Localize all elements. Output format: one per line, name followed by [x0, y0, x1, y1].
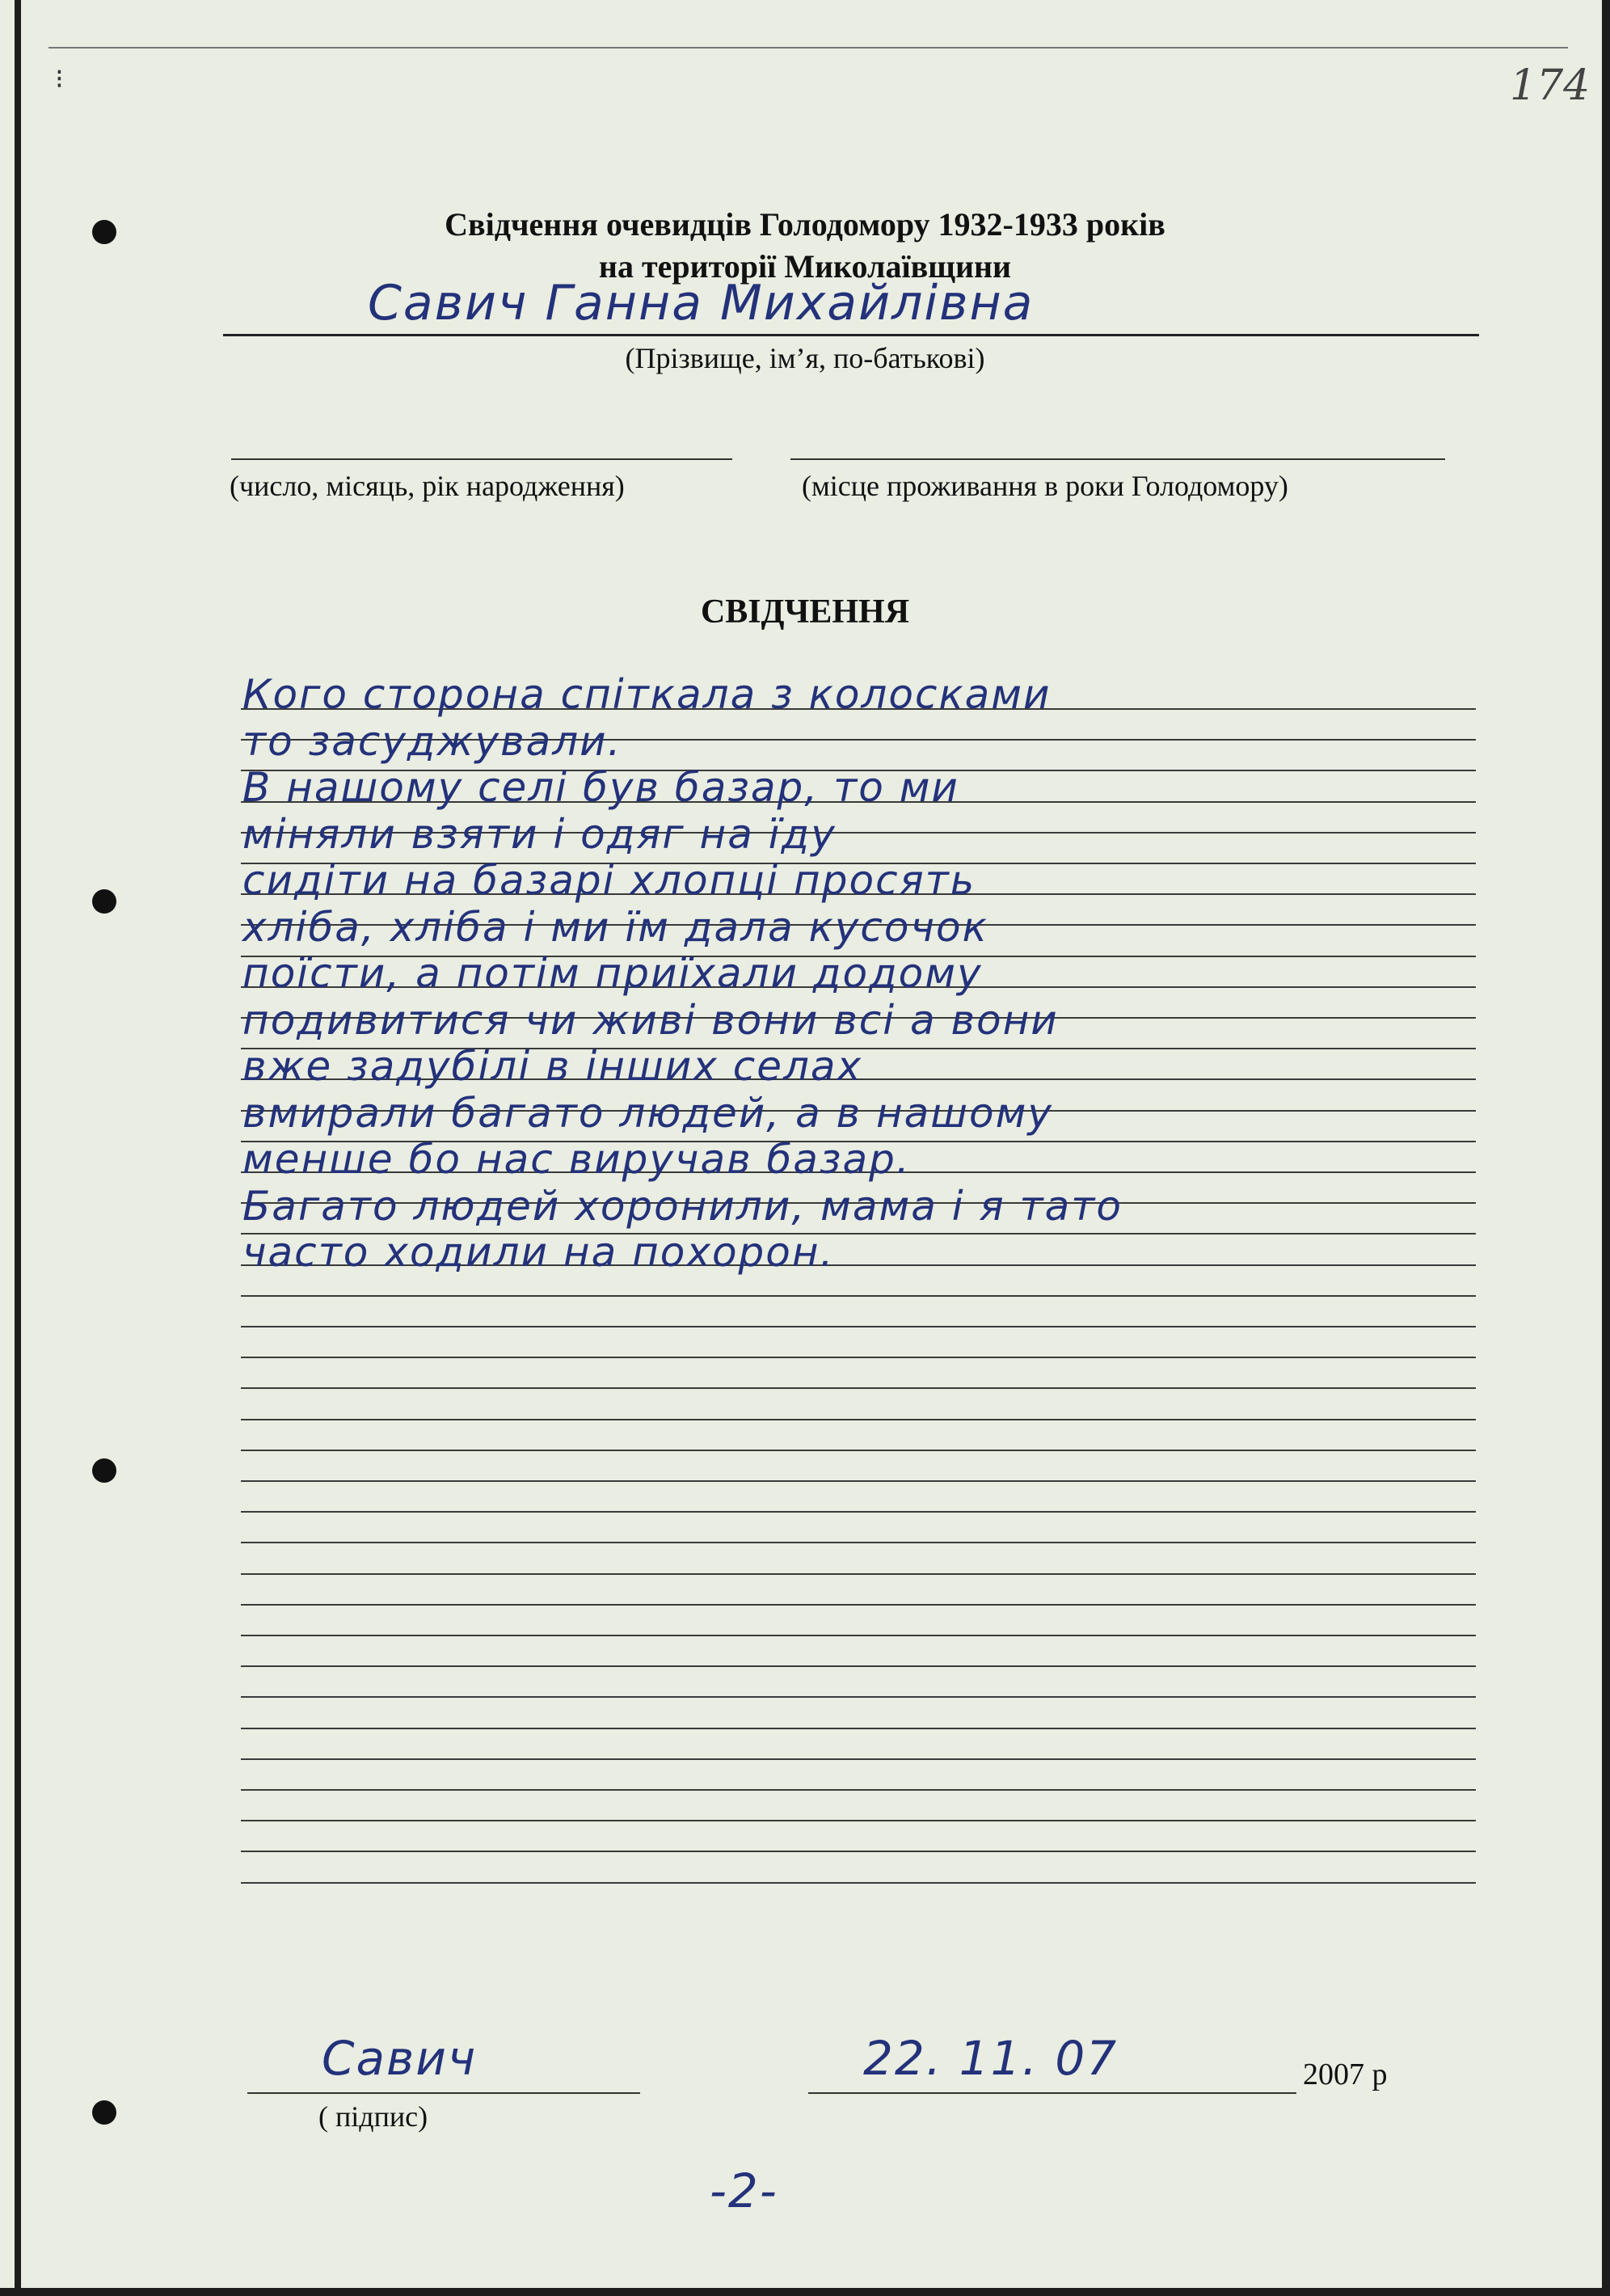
handwritten-date: 22. 11. 07 [863, 2031, 1119, 2086]
testimony-line: то засуджували. [242, 718, 622, 765]
bottom-page-mark: -2- [710, 2163, 778, 2218]
ruled-line [241, 1665, 1476, 1667]
name-field-label: (Прізвище, ім’я, по-батькові) [625, 342, 985, 374]
ruled-line [241, 1851, 1476, 1852]
ruled-line [241, 1882, 1476, 1884]
document-subtitle: на території Миколаївщини [598, 248, 1012, 285]
ruled-line [241, 1295, 1476, 1297]
ruled-line [241, 1387, 1476, 1389]
testimony-line: міняли взяти і одяг на їду [242, 811, 837, 858]
testimony-line: Кого сторона спіткала з колосками [242, 671, 1052, 718]
handwritten-signature: Савич [322, 2031, 478, 2086]
ruled-line [241, 1511, 1476, 1513]
year-label: 2007 р [1303, 2058, 1388, 2091]
document-title: Свідчення очевидців Голодомору 1932-1933 років [445, 206, 1165, 243]
ruled-line [241, 1728, 1476, 1729]
testimony-line: сидіти на базарі хлопці просять [242, 857, 976, 904]
punch-hole-icon [92, 2100, 116, 2125]
signature-field-line [247, 2092, 640, 2094]
testimony-line: подивитися чи живі вони всі а вони [242, 997, 1059, 1044]
ruled-line [241, 1573, 1476, 1575]
scan-bottom-edge [0, 2288, 1610, 2296]
testimony-line: поїсти, а потім приїхали додому [242, 950, 983, 997]
residence-field-line [790, 458, 1445, 460]
testimony-line: В нашому селі був базар, то ми [242, 764, 959, 811]
ruled-line [241, 1450, 1476, 1451]
ruled-line [241, 1419, 1476, 1420]
ruled-line [241, 1696, 1476, 1698]
page-number: 174 [1510, 61, 1591, 110]
punch-hole-icon [92, 889, 116, 914]
ruled-line [241, 1480, 1476, 1482]
testimony-line: Багато людей хоронили, мама і я тато [242, 1183, 1123, 1230]
ruled-line [241, 1542, 1476, 1543]
ruled-line [241, 1820, 1476, 1821]
testimony-line: часто ходили на похорон. [242, 1229, 835, 1276]
ruled-line [241, 1604, 1476, 1606]
date-field-line [808, 2092, 1296, 2094]
name-field-line [223, 334, 1479, 336]
birthdate-field-line [231, 458, 732, 460]
testimony-line: хліба, хліба і ми їм дала кусочок [242, 904, 988, 951]
birthdate-field-label: (число, місяць, рік народження) [230, 470, 625, 502]
ruled-line [241, 1635, 1476, 1636]
punch-hole-icon [92, 1458, 116, 1483]
testimony-line: вже задубілі в інших селах [242, 1043, 863, 1090]
ruled-line [241, 1789, 1476, 1791]
residence-field-label: (місце проживання в роки Голодомору) [802, 470, 1288, 502]
testimony-heading: СВІДЧЕННЯ [700, 593, 910, 631]
ruled-line [241, 1357, 1476, 1358]
handwritten-name: Савич Ганна Михайлівна [368, 275, 1035, 331]
scan-top-edge [48, 47, 1568, 49]
ruled-line [241, 1758, 1476, 1760]
margin-tick-mark: ⁝ [55, 63, 64, 95]
testimony-line: менше бо нас виручав базар. [242, 1136, 911, 1183]
testimony-line: вмирали багато людей, а в нашому [242, 1090, 1053, 1137]
ruled-line [241, 1326, 1476, 1327]
signature-field-label: ( підпис) [318, 2100, 428, 2133]
